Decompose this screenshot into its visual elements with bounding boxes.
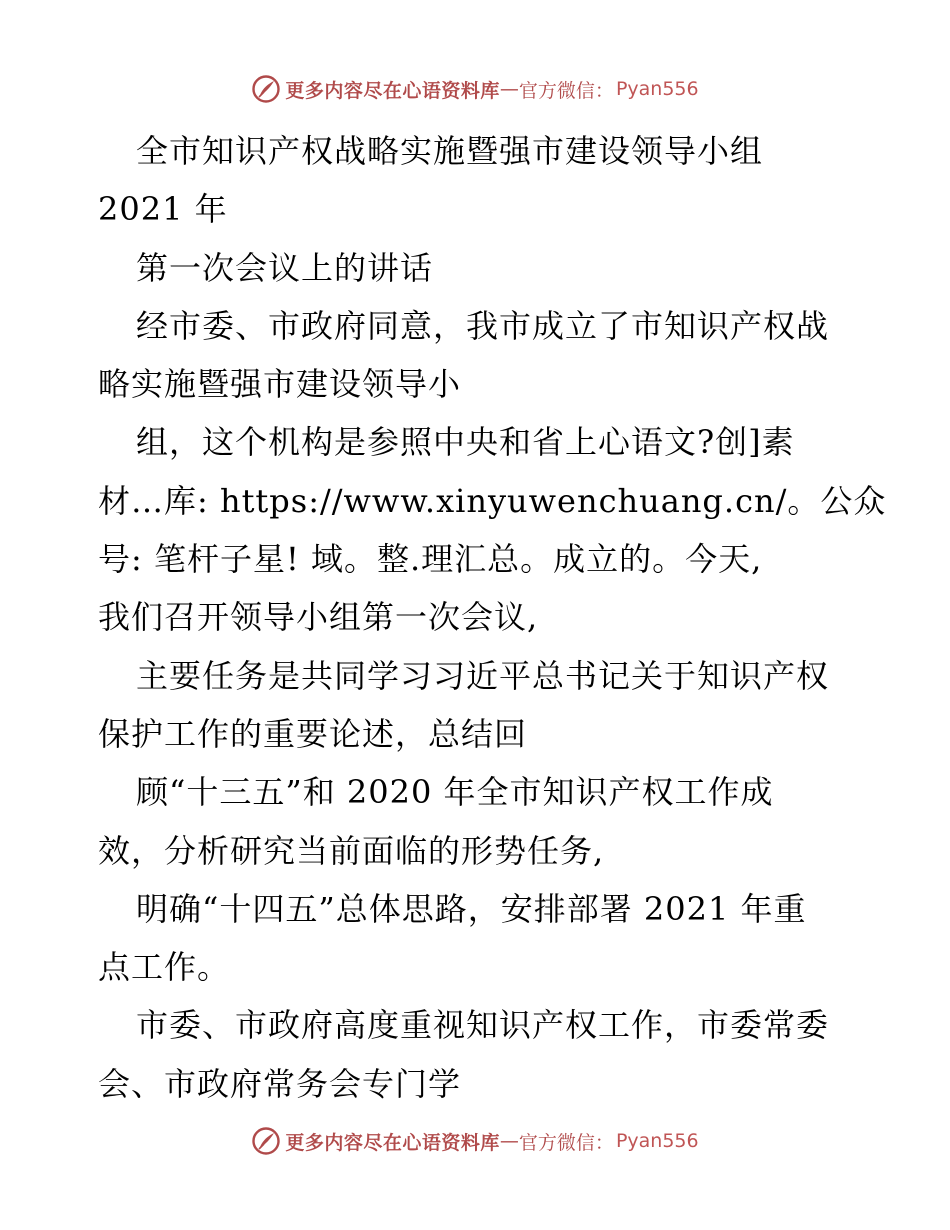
paragraph-line: 明确“十四五”总体思路，安排部署 2021 年重 <box>136 889 807 928</box>
title-line-3: 第一次会议上的讲话 <box>136 248 434 287</box>
watermark-dash: — <box>499 1130 519 1152</box>
watermark-main-text: 更多内容尽在心语资料库 <box>285 1131 500 1154</box>
paragraph-line: 会、市政府常务会专门学 <box>98 1064 462 1103</box>
paragraph-line: 材…库: https://www.xinyuwenchuang.cn/。公众 <box>98 481 887 520</box>
title-line-2: 2021 年 <box>98 190 228 229</box>
watermark-wechat-label: 官方微信： <box>518 1131 614 1154</box>
paragraph-line: 我们召开领导小组第一次会议, <box>98 598 539 637</box>
paragraph-line: 市委、市政府高度重视知识产权工作，市委常委 <box>136 1006 830 1045</box>
paragraph-line: 顾“十三五”和 2020 年全市知识产权工作成 <box>136 773 774 812</box>
paragraph-line: 点工作。 <box>98 948 231 987</box>
watermark-dash: — <box>499 78 519 100</box>
feather-pen-logo-icon <box>251 74 281 104</box>
watermark-wechat-id: Pyan556 <box>615 1130 699 1152</box>
footer-watermark <box>0 1124 950 1158</box>
paragraph-line: 略实施暨强市建设领导小 <box>98 365 462 404</box>
paragraph-line: 组，这个机构是参照中央和省上心语文?创]素 <box>136 423 795 462</box>
paragraph-line: 号: 笔杆子星! 域。整.理汇总。成立的。今天, <box>98 540 763 579</box>
paragraph-line: 效，分析研究当前面临的形势任务, <box>98 831 605 870</box>
title-line-1: 全市知识产权战略实施暨强市建设领导小组 <box>136 132 764 170</box>
feather-pen-logo-icon <box>251 1126 281 1156</box>
document-body <box>98 122 887 1113</box>
watermark-wechat-id: Pyan556 <box>615 78 699 100</box>
header-watermark <box>0 72 950 106</box>
watermark-wechat-label: 官方微信： <box>518 79 614 102</box>
paragraph-line: 主要任务是共同学习习近平总书记关于知识产权 <box>136 656 830 695</box>
paragraph-line: 保护工作的重要论述，总结回 <box>98 714 528 753</box>
watermark-main-text: 更多内容尽在心语资料库 <box>285 79 500 102</box>
paragraph-line: 经市委、市政府同意，我市成立了市知识产权战 <box>136 306 830 345</box>
